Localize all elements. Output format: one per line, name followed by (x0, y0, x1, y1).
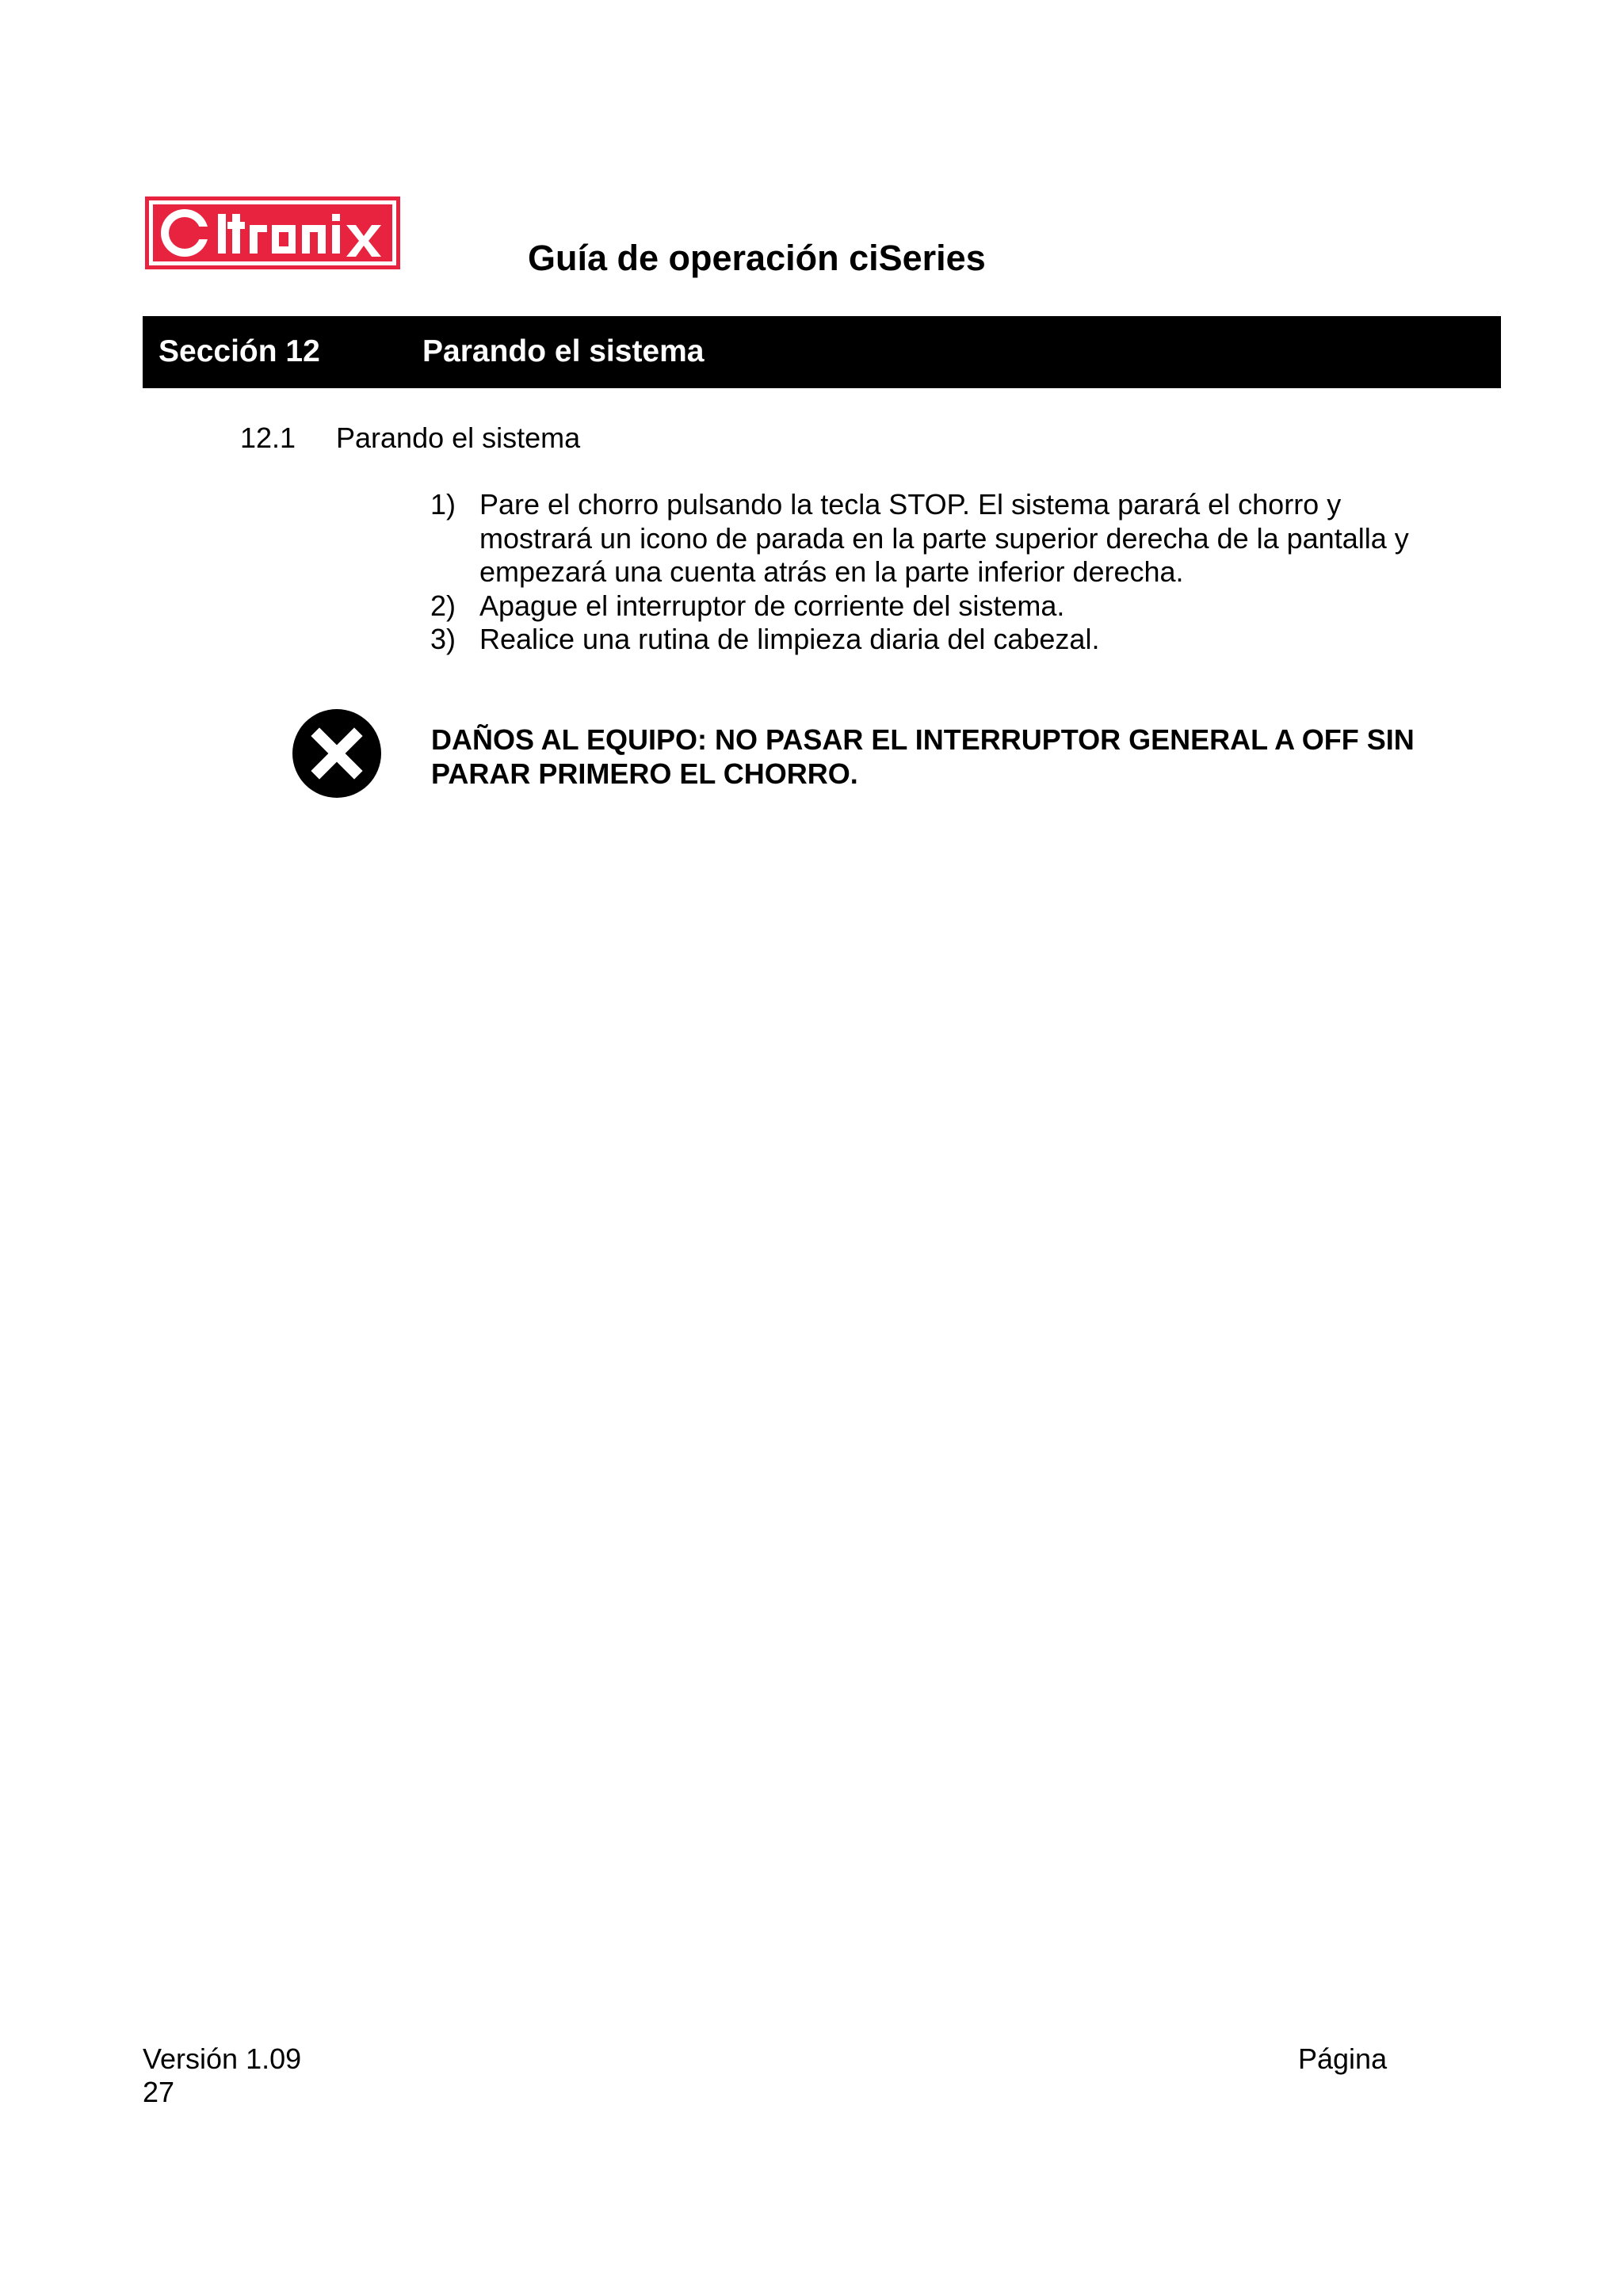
list-item (430, 589, 1461, 624)
section-title: Parando el sistema (422, 334, 705, 368)
steps-list (430, 488, 1461, 657)
list-item (430, 488, 1461, 589)
step-number: 3) (430, 623, 456, 655)
stop-x-icon (292, 708, 382, 799)
citronix-logo-icon (145, 196, 400, 269)
subsection-title: Parando el sistema (336, 421, 581, 454)
footer-page-number: 27 (143, 2076, 175, 2108)
step-text: Pare el chorro pulsando la tecla STOP. El sistema parará el chorro y mostrará un icono de parada en la parte superior derecha de la pantalla y empezará una cuenta atrás en la parte inferior derecha. (479, 488, 1409, 588)
footer-page-label: Página (1298, 2042, 1388, 2075)
section-header-bar (143, 316, 1501, 388)
warning-text: DAÑOS AL EQUIPO: NO PASAR EL INTERRUPTOR GENERAL A OFF SIN PARAR PRIMERO EL CHORRO. (431, 723, 1415, 790)
section-number: Sección 12 (158, 334, 320, 368)
document-title: Guía de operación ciSeries (528, 238, 986, 278)
step-text: Apague el interruptor de corriente del sistema. (479, 589, 1065, 622)
step-number: 2) (430, 589, 456, 622)
list-item (430, 623, 1461, 657)
step-number: 1) (430, 488, 456, 521)
footer-version: Versión 1.09 (143, 2042, 302, 2075)
citronix-logo (145, 196, 400, 269)
subsection-number: 12.1 (240, 421, 296, 454)
step-text: Realice una rutina de limpieza diaria del cabezal. (479, 623, 1100, 655)
